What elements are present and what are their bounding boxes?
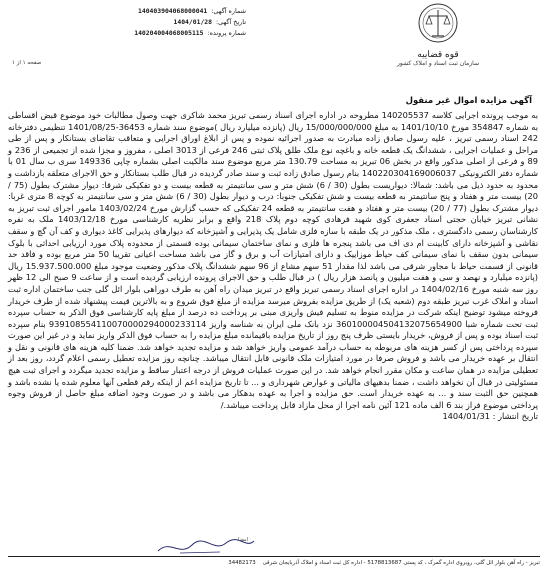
meta-label: تاریخ آگهی:: [216, 18, 246, 26]
footer-phone: 34482173: [228, 560, 256, 566]
notice-paragraph: به موجب پرونده اجرایی کلاسه 140205537 مطروحه در اداره اجرای اسناد رسمی تبریز محمد شاکری جهت وصول مطالبات خود موضوع قبض اقساطی به شماره 354847 مورخ 1401/10/10 به مبلغ 15/000/000/000 ریال (پانزده میلیارد ریال )موضوع سند شماره 36453-1401/08/25 تنظیمی دفترخانه 242 اسناد رسمی تبریز ، علیه رسول صادق زاده مبادرت به صدور اجرائیه نموده و پس از ابلاغ اوراق اجرایی و متعاقب تقاضای بستانکار و پس از طی مراحل و عملیات اجرایی ، ششدانگ یک قطعه خانه و باغچه نوع ملک طلق پلاک ثبتی 246 فرعی از 3013 اصلی ، مفروز و مجزا شده از تجمیعی از 236 و 89 و فرعی از اصلی مذکور واقع در بخش 06 تبریز به مساحت 130.79 متر مربع موضوع سند مالکیت اصلی بشماره چاپی 149336 سری ب سال 01 با شماره دفتر الکترونیکی 140220304169006037 بنام رسول صادق زاده ثبت و سند صادر گردیده در قبال طلب بستانکار و حق الاجرای متعلقه بازداشت و محدود به حدود ذیل می باشد: شمالا: دیواریست بطول (30 / 6) شش متر و سی سانتیمتر به قطعه بیست و دو تفکیکی شرقا: دیوار مشترک بطول (75 / 20) بیست متر و هفتاد و پنج سانتیمتر به قطعه بیست و شش تفکیکی جنوبا: درب و دیوار بطول (30 / 6) شش متر و سی سانتیمتر به کوچه 8 متری غربا: دیوار مشترک بطول (77 / 20) بیست متر و هفتاد و هفت سانتیمتر به قطعه 24 تفکیکی که حسب گزارش مورخ 1403/02/24 مامور اجرای ثبت تبریز به نشانی تبریز خیابان حجتی اسناد جعفری کوی شهید فرهادی کوچه دوم پلاک 218 واقع و برابر نظریه کارشناسی مورخ 1403/12/18 ملک به نفره کارشناسان رسمی دادگستری ، ملک مذکور در یک طبقه با سازه فلزی شامل یک پذیرایی و آشپزخانه که دیوارهای پذیرایی کاغذ دیواری و کف آن گچ و سقف نقاشی و آشپزخانه دارای کابینت ام دی اف می باشد پنجره ها فلزی و نمای ساختمان سیمانی بوده قسمتی از محدوده پلاک مورد ارزیابی احداثی با بلوک سیمانی بدون سقف با نمای سیمانی کف حیاط موزاییک و دارای امتیازات آب و برق و گاز می باشد مساحت اعیانی تقریبا 50 متر مربع بوده و فاقد حد قانونی از قسمت حیاط با مجاور شرقی می باشد لذا مقدار 51 سهم مشاع از 96 سهم ششدانگ پلاک مذکور وضعیت موجود مبلغ 15.937.500.000 ریال (پانزده میلیارد و نهصد و سی و هفت میلیون و پانصد هزار ریال ) در قبال طلب و حق الاجرای پرونده ارزیابی گردیده است و از ساعت 9 صبح الی 12 ظهر روز سه شنبه مورخ 1404/02/16 در اداره اجرای اسناد رسمی تبریز واقع در تبریز میدان راه آهن به طرف دوراهی بلوار ائل گلی جنب ساختمان اداره ثبت اسناد و املاک غرب تبریز طبقه دوم (شعبه یک) از طریق مزایده بفروش میرسد مزایده از مبلغ فوق شروع و به بالاترین قیمت پیشنهاد شده از طرف خریدار فروخته میشود توضیح اینکه شرکت در مزایده منوط به تسلیم فیش واریزی مبنی بر پرداخت ده درصد از مبلغ پایه کارشناسی فوق الذکر به حساب سپرده ثبت تحت شماره شبا 360100004504132075654900 نزد بانک ملی ایران به شناسه واریز 939108554110070000294000233114 بنام سپرده ثبت اسناد بوده و پس از فروش، خریدار بایستی ظرف پنج روز از تاریخ مزایده باقیمانده مبلغ مزایده را به حساب فوق الذکر واریز نماید و در غیر این صورت سپرده پرداختی پس از کسر هزینه های مربوطه به حساب درآمد عمومی واریز خواهد شد و مزایده تجدید خواهد شد. ضمنا کلیه هزینه های قانونی و نقل و انتقال بر عهده خریدار می باشد و فروش صرفا در مورد امتیازات ملک قانونی قابل انتقال میباشد. چنانچه روز مزایده تعطیل رسمی اعلام گردد، روز بعد از تعطیلی مزایده در همان ساعت و مکان مقرر انجام خواهد شد. در این صورت عملیات فروش از درجه اعتبار ساقط و مزایده تجدید میگردد و اجرای ثبت هیچ مسئولیتی در قبال آن نخواهد داشت ، ضمنا بدهیهای مالیاتی و عوارض شهرداری و ... تا تاریخ مزایده اعم از اینکه رقم قطعی آنها معلوم شده یا نشده باشد و همچنین حق الثبت سند و ... به عهده خریدار است. حق مزایده و اجرا به عهده بدهکار می باشد و در صورت وجود اضافه مبلغ حاصل از فروش وجوه پرداختی موضوع فراز بند 6 الف ماده 121 آئین نامه اجرا از محل مازاد قابل پرداخت میباشد./: [8, 110, 539, 410]
publish-date: تاریخ انتشار : 1404/01/31: [442, 411, 538, 422]
notice-meta: [96, 6, 246, 39]
meta-value: 1404/01/28: [173, 18, 212, 26]
signature-label: امضا: [238, 537, 248, 543]
org-subname: سازمان ثبت اسناد و املاک کشور: [396, 60, 480, 67]
footer-address: تبریز - راه آهن بلوار ائل گلی، روبروی اداره گمرک ، کد پستی 5178813687 - اداره کل ثبت اسناد و املاک آذربایجان شرقی: [262, 560, 540, 566]
footer-address-bar: [8, 556, 540, 566]
notice-body: [8, 110, 538, 423]
meta-label: شماره پرونده:: [207, 29, 246, 37]
meta-value: 140204004068005115: [134, 29, 204, 37]
notice-title: آگهی مزایده اموال غیر منقول: [405, 96, 532, 106]
meta-row: [96, 6, 246, 17]
org-header: [368, 2, 508, 67]
org-name: قوه قضاییه: [417, 50, 459, 60]
meta-row: [96, 17, 246, 28]
judiciary-emblem-icon: [417, 2, 459, 44]
meta-label: شماره آگهی:: [211, 7, 246, 15]
meta-row: [96, 28, 246, 39]
meta-value: 140403904068000041: [138, 7, 208, 15]
page-number: صفحه ۱ از ۱: [12, 60, 42, 66]
